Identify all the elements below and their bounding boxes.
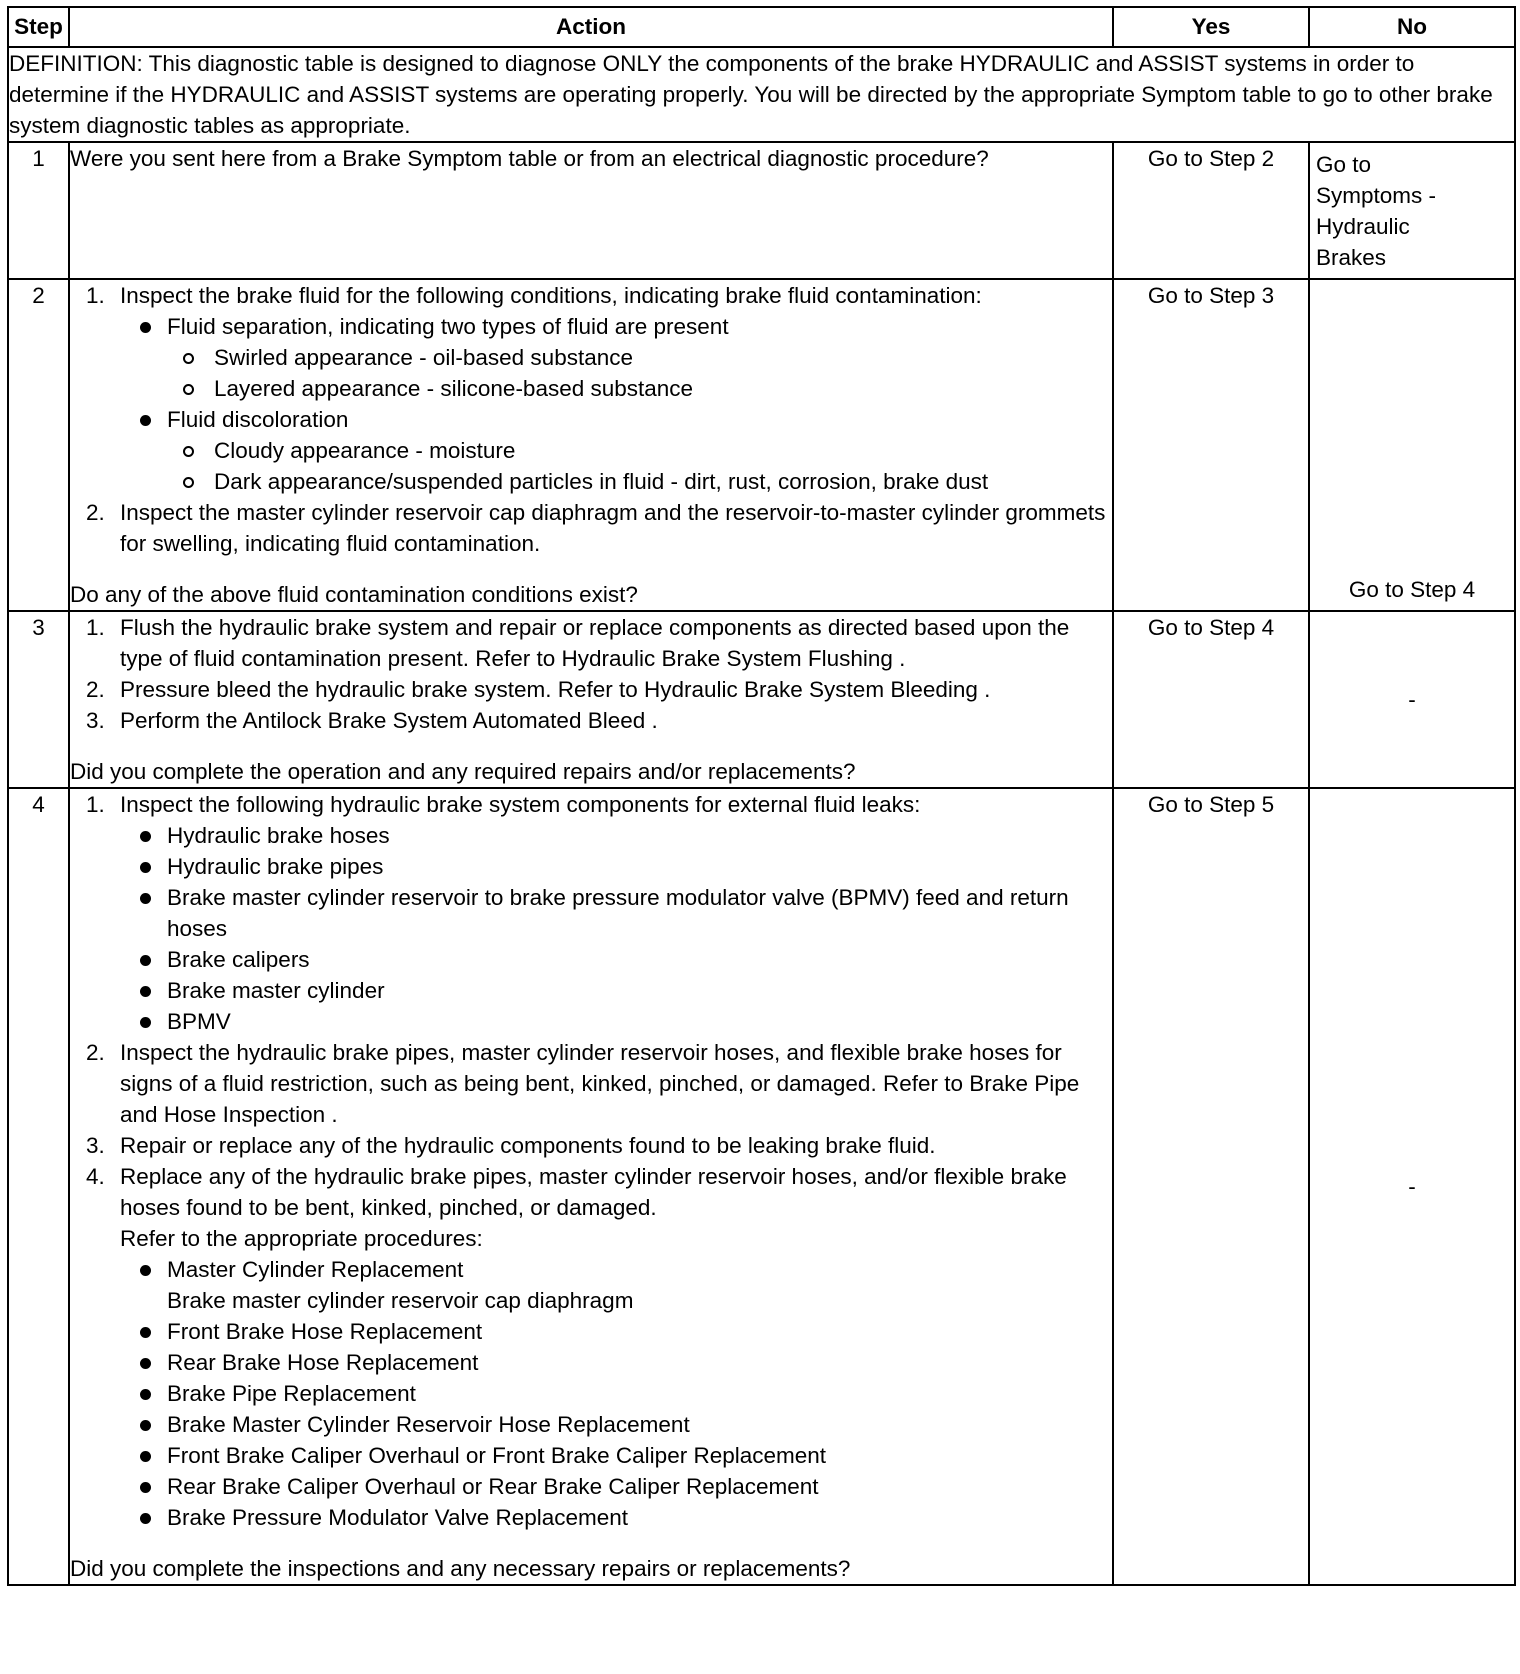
no-cell [1309,142,1515,279]
sub-bullet-item [167,435,1112,466]
no-cell: - [1309,611,1515,788]
bullet-text: Hydraulic brake pipes [167,854,384,879]
header-row [8,7,1515,47]
sub-bullet-item [167,373,1112,404]
sub-bullet-text: Layered appearance - silicone-based substance [214,376,694,401]
list-item [70,1130,1112,1161]
action-cell [69,279,1113,611]
item-text: Inspect the master cylinder reservoir cap diaphragm and the reservoir-to-master cylinder grommets for swelling, indicating fluid contamination. [120,500,1106,556]
no-line: Symptoms - [1316,183,1437,208]
item-number: 1. [86,792,105,817]
bullet-icon [140,831,151,842]
bullet-text: Front Brake Caliper Overhaul or Front Brake Caliper Replacement [167,1443,827,1468]
list-item [70,280,1112,497]
item-text: Perform the Antilock Brake System Automated Bleed . [120,708,658,733]
bullet-item [120,851,1112,882]
list-item [70,1161,1112,1533]
table-row [8,279,1515,611]
list-item [70,1037,1112,1130]
bullet-icon [140,1265,151,1276]
bullet-item [120,1006,1112,1037]
circle-bullet-icon [183,353,194,364]
bullet-text: Fluid separation, indicating two types of fluid are present [167,314,729,339]
bullet-icon [140,862,151,873]
bullet-text: Brake Pressure Modulator Valve Replacement [167,1505,629,1530]
refer-text: Refer to the appropriate procedures: [120,1226,483,1251]
bullet-text-continued: Brake master cylinder reservoir cap diaphragm [167,1288,634,1313]
bullet-icon [140,1017,151,1028]
item-number: 1. [86,283,105,308]
list-item [70,612,1112,674]
bullet-text: Brake calipers [167,947,310,972]
step-number: 4 [8,788,69,1585]
item-text: Inspect the following hydraulic brake system components for external fluid leaks: [120,792,921,817]
bullet-text: Brake Pipe Replacement [167,1381,416,1406]
diagnostic-table [7,6,1516,1586]
header-step: Step [8,7,69,47]
circle-bullet-icon [183,446,194,457]
definition-row [8,47,1515,142]
item-text: Pressure bleed the hydraulic brake system. Refer to Hydraulic Brake System Bleeding . [120,677,991,702]
question-text: Were you sent here from a Brake Symptom table or from an electrical diagnostic procedure? [70,146,989,171]
bullet-item [120,404,1112,497]
bullet-item [120,975,1112,1006]
sub-bullet-item [167,466,1112,497]
bullet-icon [140,1389,151,1400]
bullet-text: Brake master cylinder [167,978,385,1003]
item-text: Replace any of the hydraulic brake pipes, master cylinder reservoir hoses, and/or flexible brake hoses found to be bent, kinked, pinched, or damaged. [120,1164,1067,1220]
list-item [70,497,1112,559]
definition-text: DEFINITION: This diagnostic table is designed to diagnose ONLY the components of the brake HYDRAULIC and ASSIST systems in order to determine if the HYDRAULIC and ASSIST systems are operating properly. You will be directed by the appropriate Symptom table to go to other brake system diagnostic tables as appropriate. [8,47,1515,142]
bullet-icon [140,1327,151,1338]
step-number: 3 [8,611,69,788]
bullet-text: Brake Master Cylinder Reservoir Hose Replacement [167,1412,690,1437]
bullet-icon [140,1358,151,1369]
no-line: Brakes [1316,245,1387,270]
list-item [70,674,1112,705]
yes-cell: Go to Step 4 [1113,611,1309,788]
circle-bullet-icon [183,384,194,395]
bullet-text: BPMV [167,1009,231,1034]
bullet-item [120,1502,1112,1533]
item-text: Repair or replace any of the hydraulic components found to be leaking brake fluid. [120,1133,936,1158]
bullet-text: Hydraulic brake hoses [167,823,390,848]
table-row [8,142,1515,279]
yes-cell: Go to Step 3 [1113,279,1309,611]
no-line: Hydraulic [1316,214,1410,239]
item-number: 3. [86,708,105,733]
bullet-icon [140,1513,151,1524]
bullet-item [120,1347,1112,1378]
table-row [8,788,1515,1585]
action-cell [69,142,1113,279]
item-number: 1. [86,615,105,640]
bullet-icon [140,322,151,333]
step-number: 1 [8,142,69,279]
bullet-item [120,1440,1112,1471]
step-number: 2 [8,279,69,611]
bullet-item [120,1254,1112,1316]
table-row [8,611,1515,788]
question-text: Did you complete the operation and any required repairs and/or replacements? [70,759,856,784]
action-cell [69,611,1113,788]
yes-cell: Go to Step 5 [1113,788,1309,1585]
list-item [70,789,1112,1037]
circle-bullet-icon [183,477,194,488]
no-cell: - [1309,788,1515,1585]
sub-bullet-item [167,342,1112,373]
no-cell: Go to Step 4 [1309,279,1515,611]
bullet-item [120,882,1112,944]
bullet-text: Fluid discoloration [167,407,349,432]
item-number: 2. [86,677,105,702]
sub-bullet-text: Swirled appearance - oil-based substance [214,345,633,370]
header-yes: Yes [1113,7,1309,47]
header-action: Action [69,7,1113,47]
item-text: Flush the hydraulic brake system and repair or replace components as directed based upon the type of fluid contamination present. Refer to Hydraulic Brake System Flushing . [120,615,1070,671]
bullet-text: Rear Brake Caliper Overhaul or Rear Brake Caliper Replacement [167,1474,819,1499]
item-text: Inspect the brake fluid for the following conditions, indicating brake fluid contamination: [120,283,982,308]
bullet-text: Rear Brake Hose Replacement [167,1350,479,1375]
bullet-icon [140,893,151,904]
no-line: Go to [1316,152,1372,177]
bullet-item [120,820,1112,851]
bullet-icon [140,1482,151,1493]
bullet-item [120,1409,1112,1440]
bullet-icon [140,1451,151,1462]
bullet-icon [140,986,151,997]
list-item [70,705,1112,736]
item-number: 3. [86,1133,105,1158]
sub-bullet-text: Dark appearance/suspended particles in fluid - dirt, rust, corrosion, brake dust [214,469,989,494]
bullet-item [120,1378,1112,1409]
yes-cell: Go to Step 2 [1113,142,1309,279]
bullet-icon [140,955,151,966]
bullet-text: Master Cylinder Replacement [167,1257,464,1282]
bullet-icon [140,415,151,426]
item-number: 4. [86,1164,105,1189]
item-text: Inspect the hydraulic brake pipes, master cylinder reservoir hoses, and flexible brake hoses for signs of a fluid restriction, such as being bent, kinked, pinched, or damaged. Refer to Brake Pipe and Hose Inspection . [120,1040,1080,1127]
sub-bullet-text: Cloudy appearance - moisture [214,438,516,463]
item-number: 2. [86,1040,105,1065]
item-number: 2. [86,500,105,525]
bullet-item [120,1316,1112,1347]
bullet-text: Front Brake Hose Replacement [167,1319,483,1344]
bullet-text: Brake master cylinder reservoir to brake pressure modulator valve (BPMV) feed and return hoses [167,885,1069,941]
bullet-item [120,1471,1112,1502]
question-text: Do any of the above fluid contamination conditions exist? [70,582,638,607]
bullet-item [120,311,1112,404]
bullet-icon [140,1420,151,1431]
action-cell [69,788,1113,1585]
question-text: Did you complete the inspections and any necessary repairs or replacements? [70,1556,851,1581]
bullet-item [120,944,1112,975]
header-no: No [1309,7,1515,47]
